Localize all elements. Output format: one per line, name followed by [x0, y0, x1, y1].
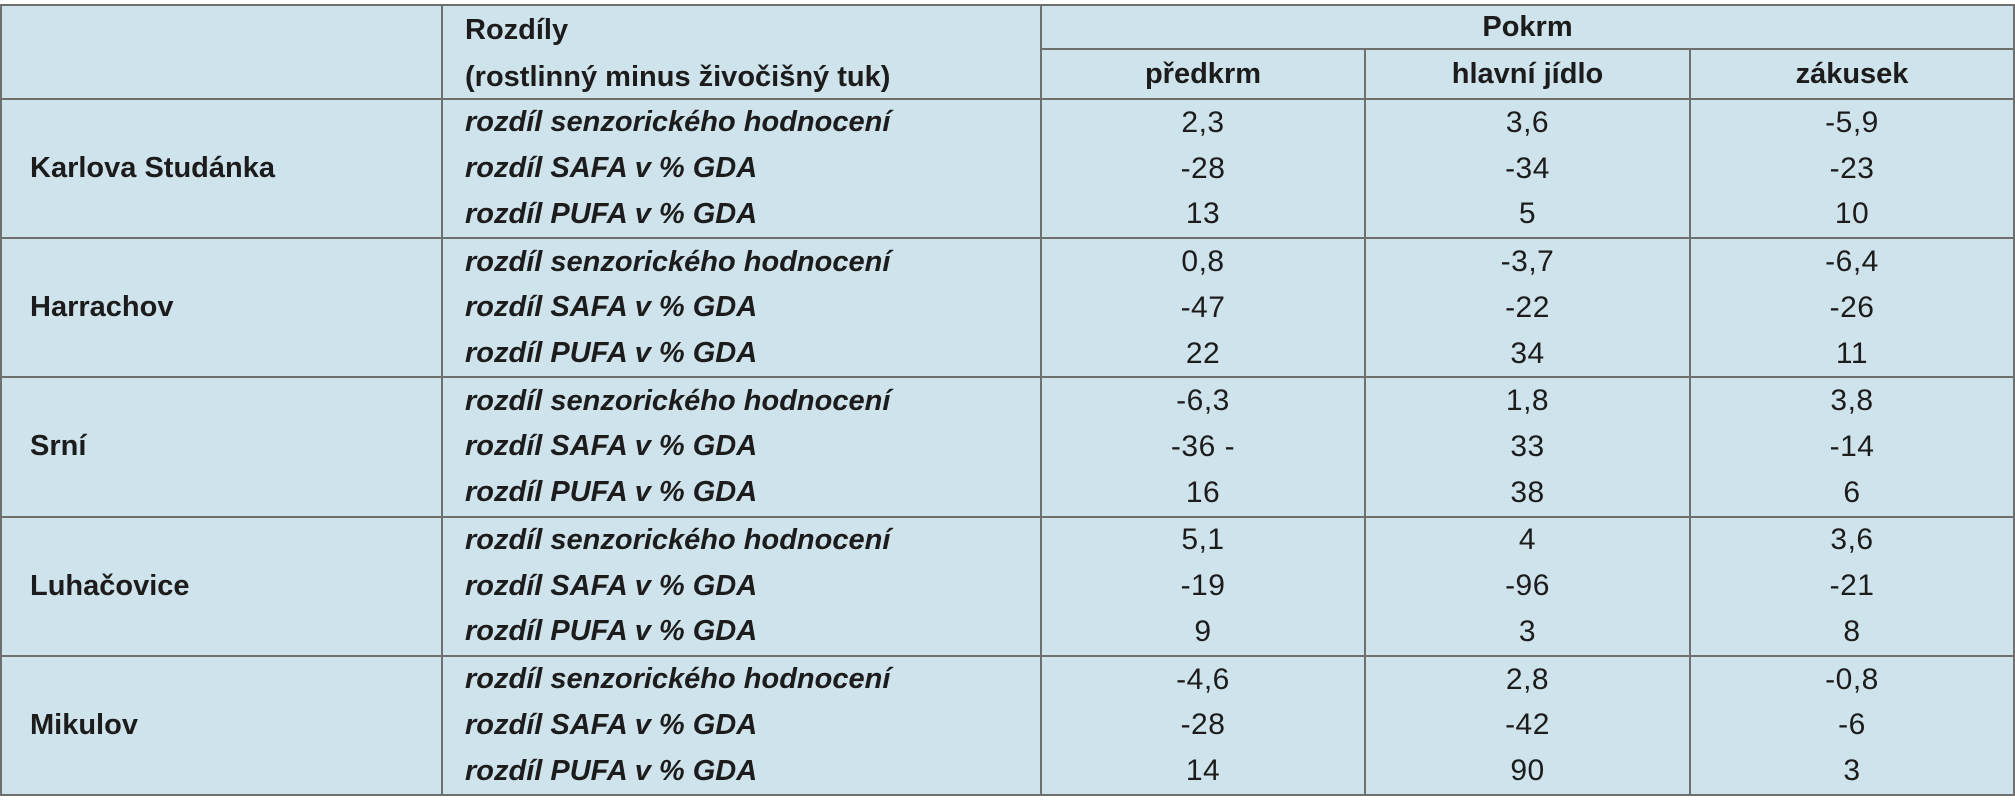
value-cell: 22 [1041, 331, 1365, 378]
table-row [1, 238, 2014, 285]
table-row [1, 517, 2014, 564]
metric-label: rozdíl senzorického hodnocení [442, 238, 1041, 285]
value-cell: 14 [1041, 748, 1365, 795]
value-cell: -26 [1690, 285, 2014, 331]
value-cell: 1,8 [1365, 377, 1690, 424]
metric-label: rozdíl PUFA v % GDA [442, 609, 1041, 656]
value-cell: 34 [1365, 331, 1690, 378]
value-cell: -14 [1690, 424, 2014, 470]
value-cell: -19 [1041, 563, 1365, 609]
metric-label: rozdíl senzorického hodnocení [442, 377, 1041, 424]
value-cell: -23 [1690, 146, 2014, 192]
site-name: Harrachov [1, 238, 442, 377]
site-name: Luhačovice [1, 517, 442, 656]
value-cell: 6 [1690, 470, 2014, 517]
metric-label: rozdíl SAFA v % GDA [442, 424, 1041, 470]
value-cell: -4,6 [1041, 656, 1365, 703]
value-cell: 33 [1365, 424, 1690, 470]
value-cell: 2,3 [1041, 99, 1365, 146]
site-name: Srní [1, 377, 442, 516]
value-cell: 0,8 [1041, 238, 1365, 285]
metric-label: rozdíl SAFA v % GDA [442, 703, 1041, 749]
value-cell: -21 [1690, 563, 2014, 609]
value-cell: -3,7 [1365, 238, 1690, 285]
value-cell: -47 [1041, 285, 1365, 331]
metric-label: rozdíl PUFA v % GDA [442, 748, 1041, 795]
header-differences-cell [442, 5, 1041, 99]
table-row [1, 377, 2014, 424]
value-cell: 8 [1690, 609, 2014, 656]
metric-label: rozdíl senzorického hodnocení [442, 99, 1041, 146]
header-differences-subtitle: (rostlinný minus živočišný tuk) [465, 61, 891, 93]
value-cell: -28 [1041, 703, 1365, 749]
table-row [1, 99, 2014, 146]
value-cell: 3,6 [1690, 517, 2014, 564]
header-group-pokrm: Pokrm [1041, 5, 2014, 49]
metric-label: rozdíl senzorického hodnocení [442, 656, 1041, 703]
value-cell: -6,3 [1041, 377, 1365, 424]
value-cell: 38 [1365, 470, 1690, 517]
header-differences-title: Rozdíly [465, 14, 569, 46]
metric-label: rozdíl SAFA v % GDA [442, 563, 1041, 609]
value-cell: -6,4 [1690, 238, 2014, 285]
value-cell: 3 [1365, 609, 1690, 656]
value-cell: 3,8 [1690, 377, 2014, 424]
metric-label: rozdíl PUFA v % GDA [442, 191, 1041, 238]
value-cell: 5 [1365, 191, 1690, 238]
metric-label: rozdíl SAFA v % GDA [442, 285, 1041, 331]
header-corner-cell [1, 5, 442, 99]
value-cell: 5,1 [1041, 517, 1365, 564]
value-cell: 3,6 [1365, 99, 1690, 146]
value-cell: -22 [1365, 285, 1690, 331]
value-cell: -36 - [1041, 424, 1365, 470]
data-table [0, 4, 2015, 796]
table-row [1, 656, 2014, 703]
value-cell: -5,9 [1690, 99, 2014, 146]
value-cell: 11 [1690, 331, 2014, 378]
value-cell: 90 [1365, 748, 1690, 795]
site-name: Mikulov [1, 656, 442, 795]
value-cell: -96 [1365, 563, 1690, 609]
value-cell: 4 [1365, 517, 1690, 564]
value-cell: -6 [1690, 703, 2014, 749]
metric-label: rozdíl PUFA v % GDA [442, 470, 1041, 517]
metric-label: rozdíl PUFA v % GDA [442, 331, 1041, 378]
header-col-hlavni-jidlo: hlavní jídlo [1365, 49, 1690, 99]
value-cell: 16 [1041, 470, 1365, 517]
value-cell: -34 [1365, 146, 1690, 192]
value-cell: 3 [1690, 748, 2014, 795]
metric-label: rozdíl SAFA v % GDA [442, 146, 1041, 192]
value-cell: 2,8 [1365, 656, 1690, 703]
site-name: Karlova Studánka [1, 99, 442, 238]
value-cell: -0,8 [1690, 656, 2014, 703]
value-cell: -28 [1041, 146, 1365, 192]
value-cell: 13 [1041, 191, 1365, 238]
header-col-predkrm: předkrm [1041, 49, 1365, 99]
value-cell: -42 [1365, 703, 1690, 749]
header-col-zakusek: zákusek [1690, 49, 2014, 99]
metric-label: rozdíl senzorického hodnocení [442, 517, 1041, 564]
value-cell: 10 [1690, 191, 2014, 238]
value-cell: 9 [1041, 609, 1365, 656]
